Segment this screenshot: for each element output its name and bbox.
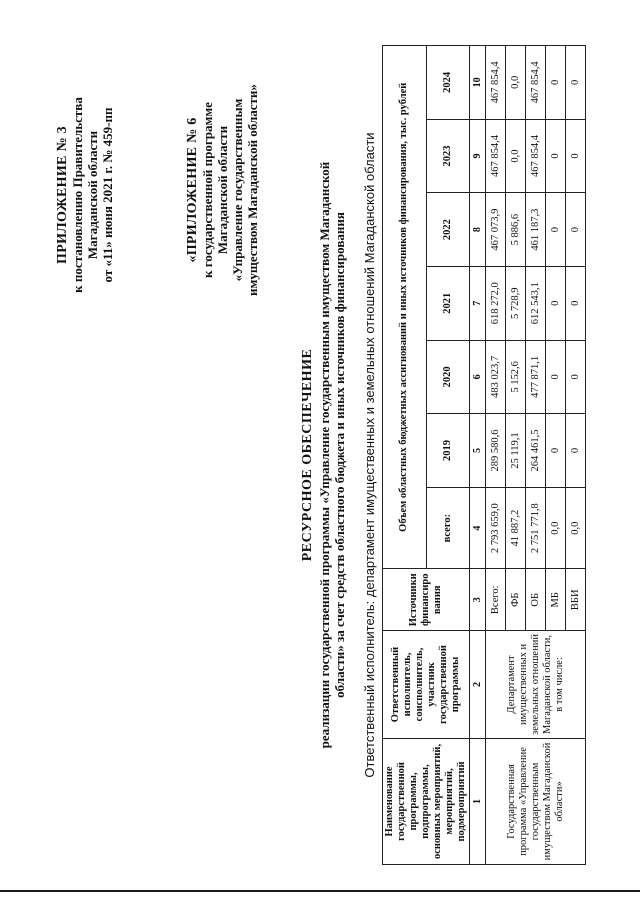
value-cell: 0: [546, 340, 566, 414]
appendix-3-line2: Магаданской области: [85, 130, 100, 260]
value-cell: 0: [546, 414, 566, 488]
appendix-6-line2: Магаданской области: [215, 125, 230, 255]
document-subtitle-line1: реализации государственной программы «Управление государственным имуществом Магаданской: [317, 161, 332, 749]
document-subtitle-line2: области» за счет средств областного бюджета и иных источников финансирования: [332, 212, 347, 698]
value-cell: 467 854,4: [486, 46, 506, 120]
value-cell: 2 751 771,8: [526, 487, 546, 569]
appendix-3-line1: к постановлению Правительства: [70, 97, 85, 293]
column-number: 1: [470, 738, 486, 864]
value-cell: 0: [566, 193, 586, 267]
source-cell: ФБ: [506, 569, 526, 631]
value-cell: 264 461,5: [526, 414, 546, 488]
value-cell: 467 854,4: [526, 119, 546, 193]
value-cell: 477 871,1: [526, 340, 546, 414]
value-cell: 612 543,1: [526, 266, 546, 340]
resource-table: [382, 45, 586, 865]
column-number: 2: [470, 631, 486, 739]
column-number: 9: [470, 119, 486, 193]
value-cell: 0: [546, 193, 566, 267]
appendix-6-line4: имуществом Магаданской области»: [245, 84, 260, 296]
header-responsible: Ответственный исполнитель, соисполнитель, участник государственной программы: [383, 631, 470, 739]
source-cell: ВБИ: [566, 569, 586, 631]
program-name-cell: Государственная программа «Управление государственным имуществом Магаданской области»: [486, 738, 586, 864]
value-cell: 0: [566, 340, 586, 414]
appendix-6-line3: «Управление государственным: [230, 98, 245, 282]
value-cell: 5 152,6: [506, 340, 526, 414]
value-cell: 0: [546, 266, 566, 340]
document-heading: [300, 105, 347, 805]
value-cell: 25 119,1: [506, 414, 526, 488]
appendix-6-block: [185, 35, 260, 345]
document-sheet: [20, 25, 620, 885]
header-total: всего:: [426, 487, 470, 569]
value-cell: 0: [546, 119, 566, 193]
column-number: 3: [470, 569, 486, 631]
value-cell: 618 272,0: [486, 266, 506, 340]
value-cell: 0: [546, 46, 566, 120]
header-year: 2024: [426, 46, 470, 120]
value-cell: 0: [566, 119, 586, 193]
responsible-cell: Департамент имущественных и земельных отношений Магаданской области, в том числе:: [486, 631, 586, 739]
value-cell: 461 187,3: [526, 193, 546, 267]
header-year: 2020: [426, 340, 470, 414]
value-cell: 483 023,7: [486, 340, 506, 414]
document-title: РЕСУРСНОЕ ОБЕСПЕЧЕНИЕ: [300, 348, 315, 562]
value-cell: 0,0: [566, 487, 586, 569]
header-year: 2022: [426, 193, 470, 267]
column-number: 5: [470, 414, 486, 488]
header-volume: Объем областных бюджетных ассигнований и иных источников финансирования, тыс. рублей: [383, 46, 427, 570]
value-cell: 2 793 659,0: [486, 487, 506, 569]
appendix-3-title: ПРИЛОЖЕНИЕ № 3: [55, 126, 70, 264]
value-cell: 0: [566, 46, 586, 120]
appendix-6-line1: к государственной программе: [200, 102, 215, 278]
rotated-page: [20, 25, 620, 885]
value-cell: 0: [566, 414, 586, 488]
appendix-3-block: [55, 45, 115, 345]
responsible-executor-line: Ответственный исполнитель: департамент имущественных и земельных отношений Магаданской области: [362, 132, 377, 778]
value-cell: 0,0: [506, 119, 526, 193]
column-number: 6: [470, 340, 486, 414]
value-cell: 5 886,6: [506, 193, 526, 267]
value-cell: 467 854,4: [486, 119, 506, 193]
bottom-rule-divider: [0, 890, 640, 892]
source-cell: МБ: [546, 569, 566, 631]
column-number: 7: [470, 266, 486, 340]
value-cell: 467 073,9: [486, 193, 506, 267]
appendix-3-line3: от «11» июня 2021 г. № 459-пп: [100, 107, 115, 283]
value-cell: 0: [566, 266, 586, 340]
value-cell: 41 887,2: [506, 487, 526, 569]
value-cell: 5 728,9: [506, 266, 526, 340]
appendix-6-title: «ПРИЛОЖЕНИЕ № 6: [185, 117, 200, 263]
value-cell: 289 580,6: [486, 414, 506, 488]
header-year: 2019: [426, 414, 470, 488]
column-number-row: [470, 46, 486, 865]
table-row: [486, 46, 506, 865]
header-year: 2023: [426, 119, 470, 193]
source-cell: Всего:: [486, 569, 506, 631]
header-program-name: Наименование государственной программы, подпрограммы, основных мероприятий, мероприятий, подмероприятий: [383, 738, 470, 864]
source-cell: ОБ: [526, 569, 546, 631]
value-cell: 0,0: [506, 46, 526, 120]
column-number: 8: [470, 193, 486, 267]
header-year: 2021: [426, 266, 470, 340]
column-number: 10: [470, 46, 486, 120]
column-number: 4: [470, 487, 486, 569]
header-source: Источники финансиро вания: [383, 569, 470, 631]
value-cell: 0,0: [546, 487, 566, 569]
value-cell: 467 854,4: [526, 46, 546, 120]
